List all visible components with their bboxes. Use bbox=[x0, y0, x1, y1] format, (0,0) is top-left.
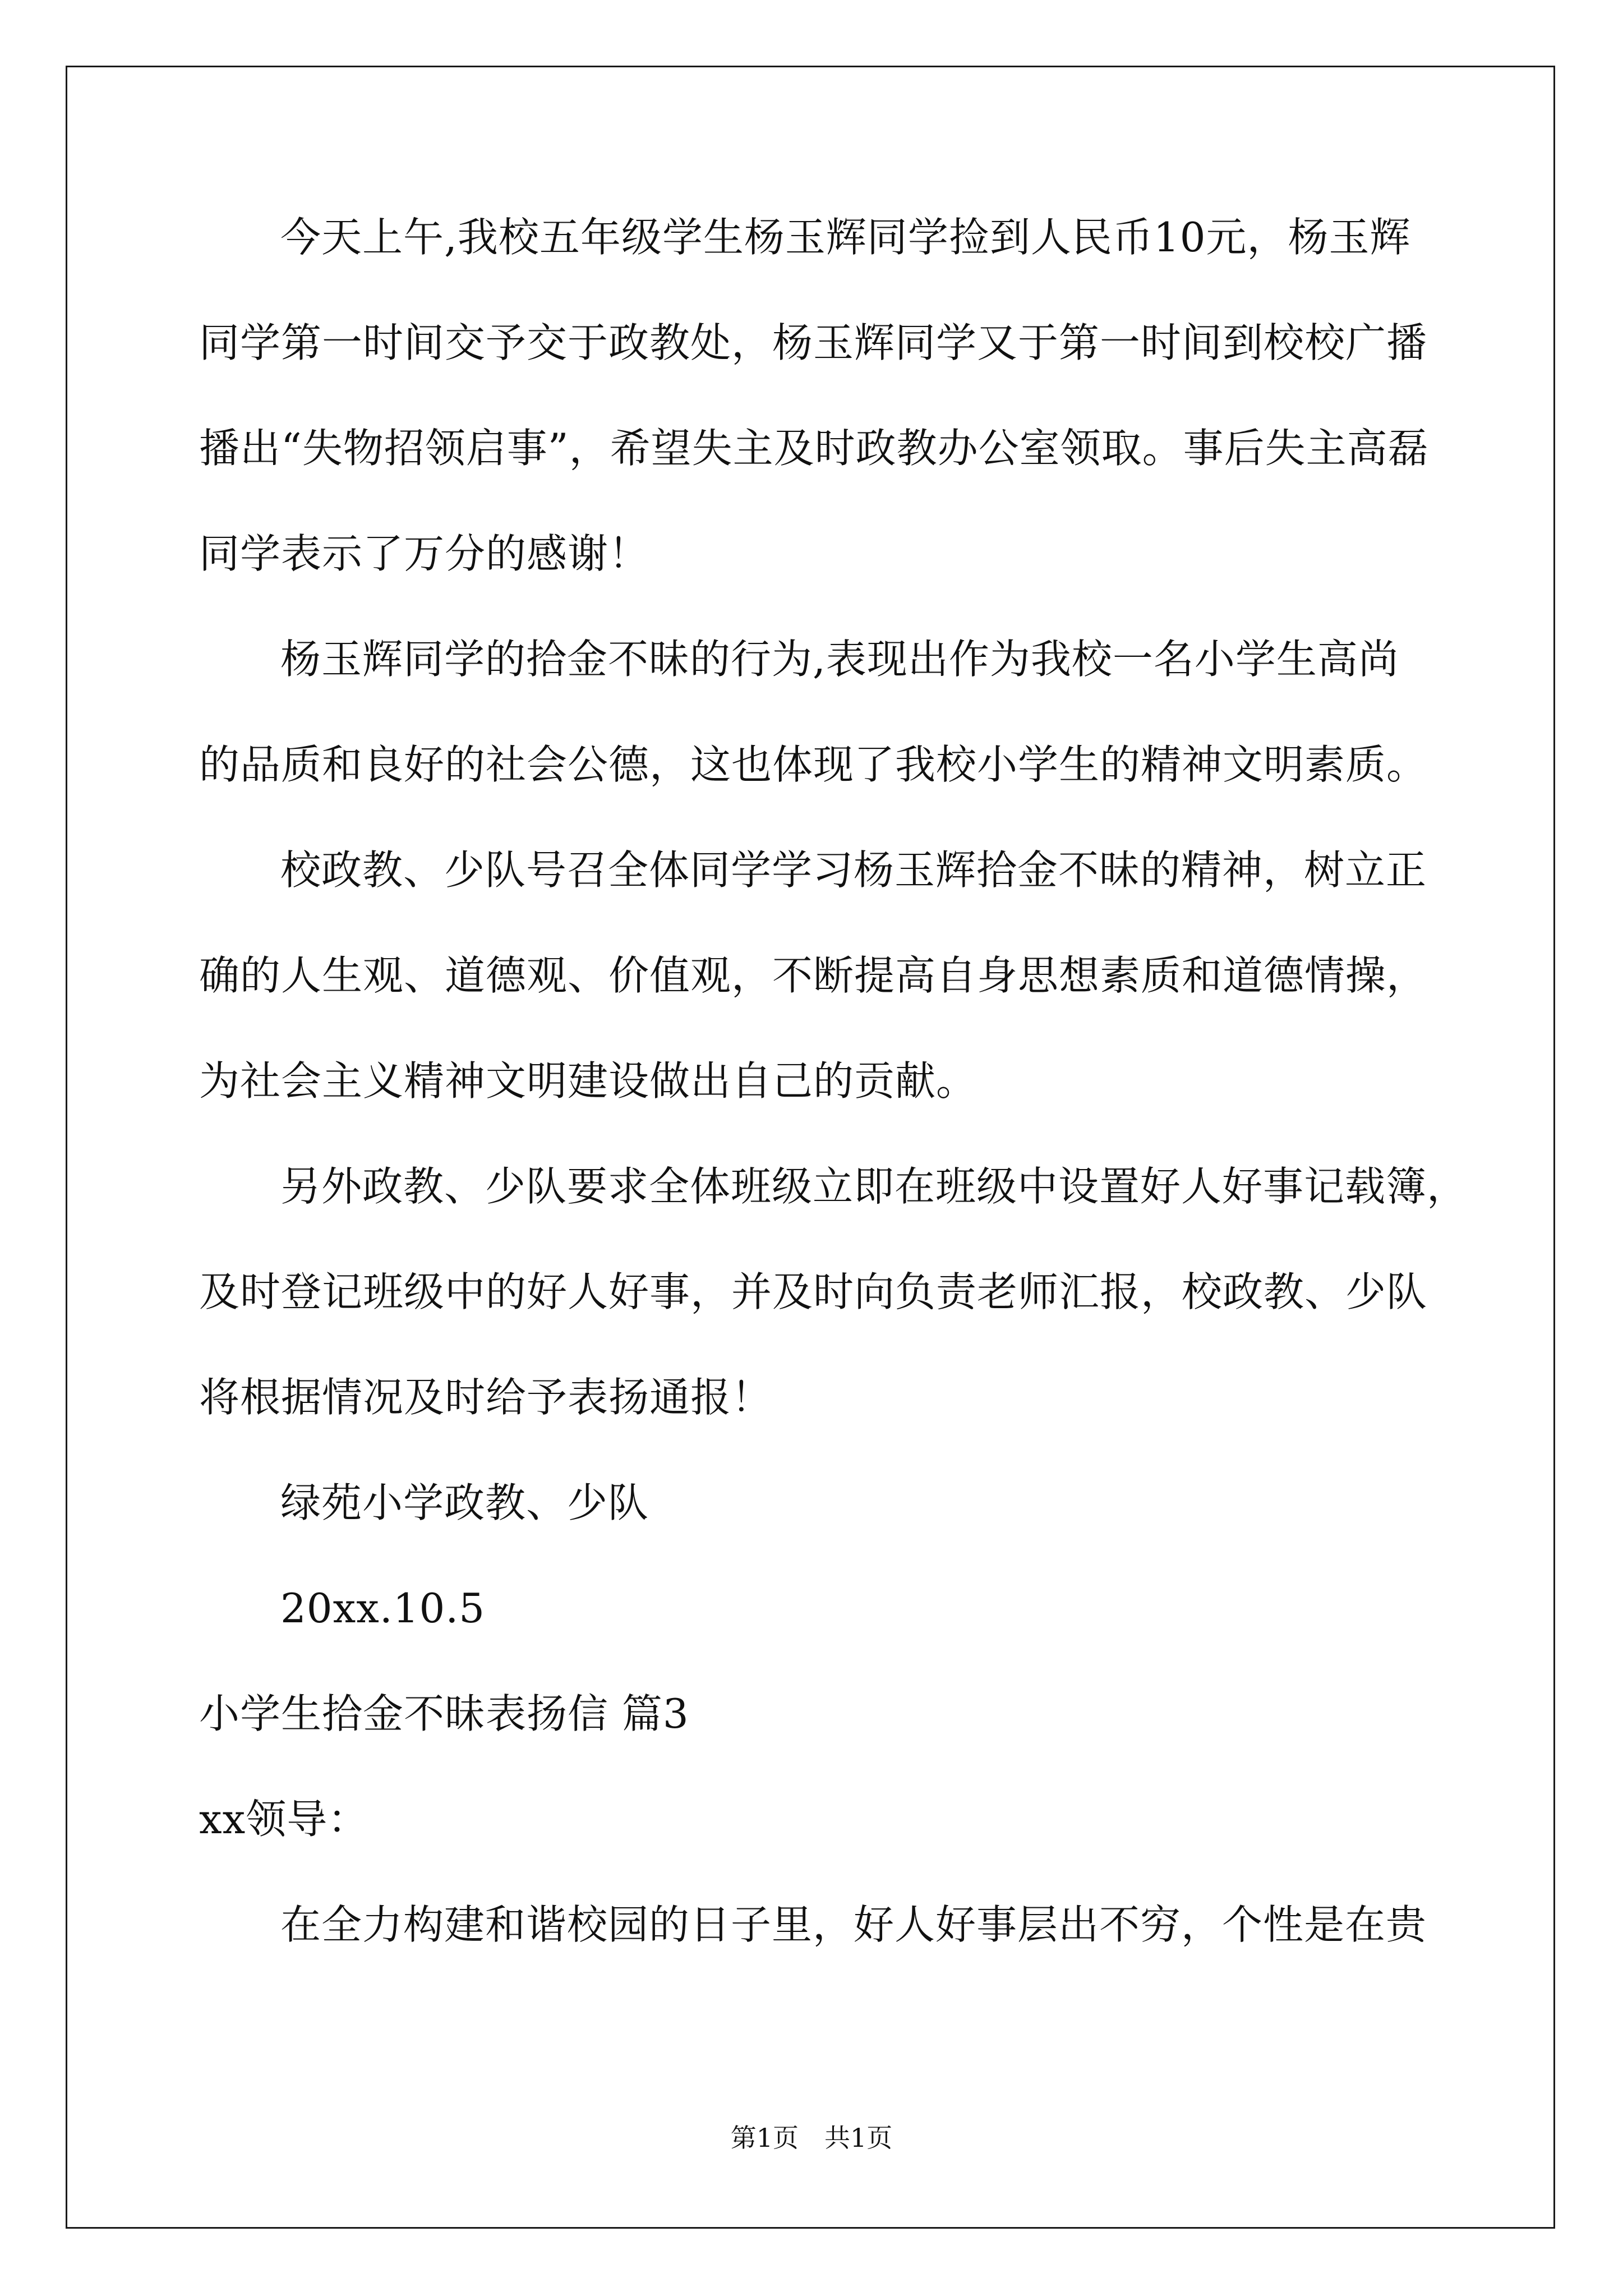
section-heading: 小学生拾金不昧表扬信 篇3 bbox=[199, 1690, 689, 1737]
paragraph-2-line-2: 的品质和良好的社会公德，这也体现了我校小学生的精神文明素质。 bbox=[199, 741, 1428, 788]
paragraph-4-line-2: 及时登记班级中的好人好事，并及时向负责老师汇报，校政教、少队 bbox=[199, 1268, 1428, 1315]
paragraph-4-line-1: 另外政教、少队要求全体班级立即在班级中设置好人好事记载簿， bbox=[280, 1163, 1468, 1210]
paragraph-3-line-3: 为社会主义精神文明建设做出自己的贡献。 bbox=[199, 1057, 978, 1105]
page-footer: 第1页 共1页 bbox=[730, 2123, 893, 2153]
paragraph-5-line-1: 在全力构建和谐校园的日子里，好人好事层出不穷，个性是在贵 bbox=[280, 1901, 1427, 1948]
paragraph-1-line-4: 同学表示了万分的感谢！ bbox=[199, 530, 650, 577]
paragraph-4-line-3: 将根据情况及时给予表扬通报！ bbox=[199, 1374, 773, 1421]
paragraph-1-line-2: 同学第一时间交予交于政教处，杨玉辉同学又于第一时间到校校广播 bbox=[199, 319, 1428, 366]
salutation: xx领导： bbox=[199, 1796, 369, 1843]
paragraph-1-line-1: 今天上午,我校五年级学生杨玉辉同学捡到人民币10元，杨玉辉 bbox=[280, 214, 1411, 261]
paragraph-3-line-1: 校政教、少队号召全体同学学习杨玉辉拾金不昧的精神，树立正 bbox=[280, 846, 1427, 894]
paragraph-1-line-3: 播出“失物招领启事”，希望失主及时政教办公室领取。事后失主高磊 bbox=[199, 425, 1429, 472]
paragraph-2-line-1: 杨玉辉同学的拾金不昧的行为,表现出作为我校一名小学生高尚 bbox=[280, 636, 1399, 683]
signature-date: 20xx.10.5 bbox=[280, 1585, 486, 1632]
paragraph-3-line-2: 确的人生观、道德观、价值观，不断提高自身思想素质和道德情操， bbox=[199, 952, 1428, 999]
signature-organization: 绿苑小学政教、少队 bbox=[280, 1479, 649, 1526]
